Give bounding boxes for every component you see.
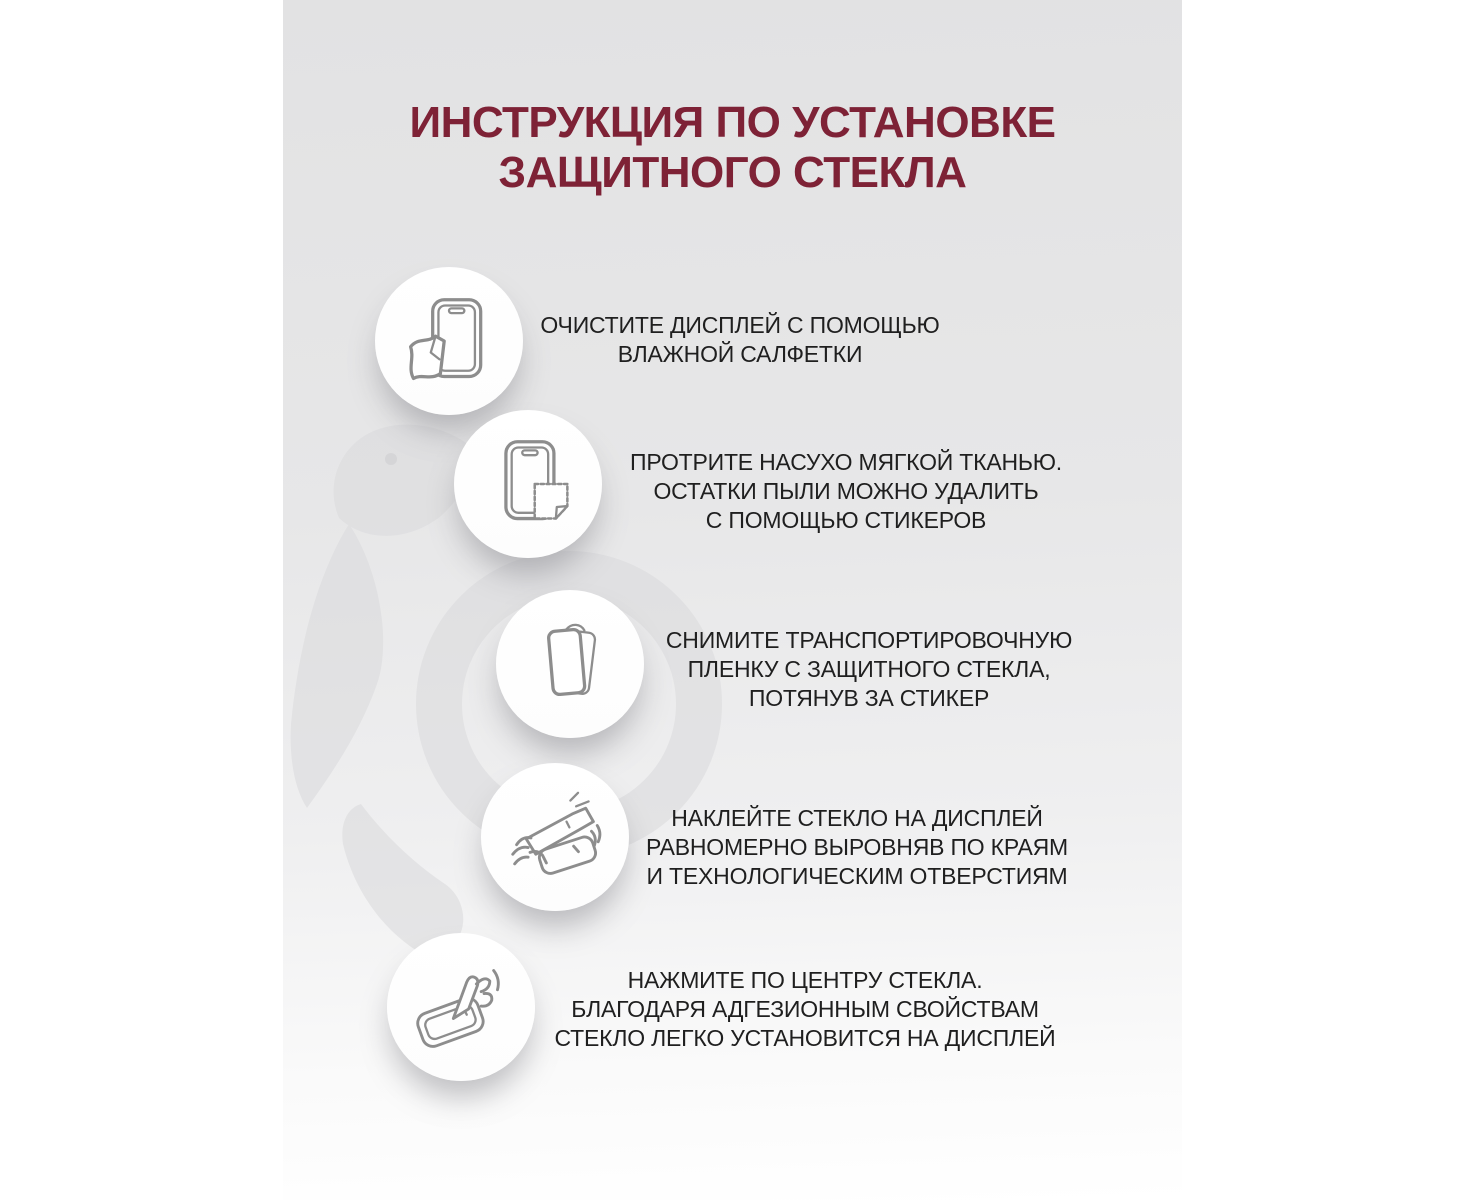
step-1-text bbox=[480, 311, 1000, 369]
step-5-icon-circle bbox=[387, 933, 535, 1081]
instruction-panel bbox=[283, 0, 1182, 1200]
step-3-line-2: ПЛЕНКУ С ЗАЩИТНОГО СТЕКЛА, bbox=[687, 656, 1051, 682]
step-2-icon-circle bbox=[454, 410, 602, 558]
step-4-text bbox=[597, 804, 1117, 891]
step-4-line-1: НАКЛЕЙТЕ СТЕКЛО НА ДИСПЛЕЙ bbox=[671, 805, 1043, 831]
step-2-line-3: С ПОМОЩЬЮ СТИКЕРОВ bbox=[705, 507, 987, 533]
watermark-dolphin-eye bbox=[385, 453, 397, 465]
transport-film-peel-icon bbox=[522, 616, 618, 712]
step-5-line-3: СТЕКЛО ЛЕГКО УСТАНОВИТСЯ НА ДИСПЛЕЙ bbox=[554, 1025, 1056, 1051]
step-4-line-3: И ТЕХНОЛОГИЧЕСКИМ ОТВЕРСТИЯМ bbox=[646, 863, 1068, 889]
step-5-line-1: НАЖМИТЕ ПО ЦЕНТРУ СТЕКЛА. bbox=[627, 967, 983, 993]
step-3-text bbox=[609, 626, 1129, 713]
step-3-line-1: СНИМИТЕ ТРАНСПОРТИРОВОЧНУЮ bbox=[665, 627, 1073, 653]
step-1-line-2: ВЛАЖНОЙ САЛФЕТКИ bbox=[617, 341, 863, 367]
step-2-line-1: ПРОТРИТЕ НАСУХО МЯГКОЙ ТКАНЬЮ. bbox=[629, 449, 1062, 475]
watermark-dolphin-fin bbox=[291, 524, 384, 808]
step-4-line-2: РАВНОМЕРНО ВЫРОВНЯВ ПО КРАЯМ bbox=[646, 834, 1068, 860]
finger-press-glass-icon bbox=[413, 959, 509, 1055]
page-title bbox=[283, 98, 1182, 198]
page-title-line-1: ИНСТРУКЦИЯ ПО УСТАНОВКЕ bbox=[409, 98, 1056, 147]
phone-dust-sticker-icon bbox=[480, 436, 576, 532]
page-title-line-2: ЗАЩИТНОГО СТЕКЛА bbox=[498, 148, 967, 197]
step-5-line-2: БЛАГОДАРЯ АДГЕЗИОННЫМ СВОЙСТВАМ bbox=[571, 996, 1039, 1022]
step-3-line-3: ПОТЯНУВ ЗА СТИКЕР bbox=[748, 685, 990, 711]
step-2-text bbox=[586, 448, 1106, 535]
hands-align-glass-icon bbox=[507, 789, 603, 885]
step-2-line-2: ОСТАТКИ ПЫЛИ МОЖНО УДАЛИТЬ bbox=[653, 478, 1039, 504]
step-5-text bbox=[545, 966, 1065, 1053]
step-1-line-1: ОЧИСТИТЕ ДИСПЛЕЙ С ПОМОЩЬЮ bbox=[540, 312, 940, 338]
